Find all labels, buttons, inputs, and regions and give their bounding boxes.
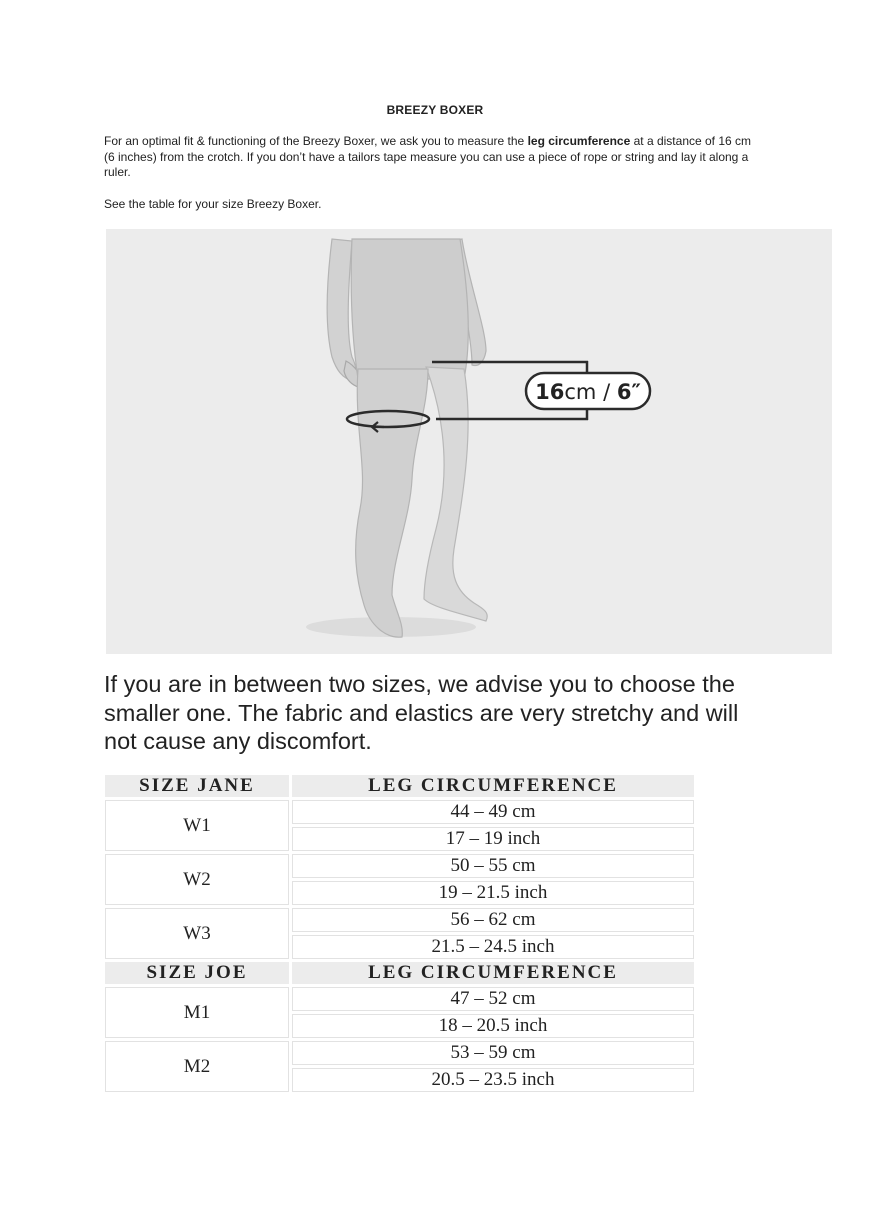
cm-cell: 44 – 49 cm xyxy=(292,800,694,824)
table-row xyxy=(105,908,694,932)
cm-cell: 56 – 62 cm xyxy=(292,908,694,932)
front-leg xyxy=(356,369,428,637)
document-title: BREEZY BOXER xyxy=(386,103,484,117)
hips xyxy=(351,239,468,379)
table-row xyxy=(105,987,694,1011)
leg-circumference-header: LEG CIRCUMFERENCE xyxy=(292,775,694,797)
table-row xyxy=(105,800,694,824)
cm-cell: 47 – 52 cm xyxy=(292,987,694,1011)
inch-cell: 19 – 21.5 inch xyxy=(292,881,694,905)
size-cell: W1 xyxy=(105,800,289,851)
size-cell: M1 xyxy=(105,987,289,1038)
intro-paragraph xyxy=(104,134,764,181)
size-joe-header: SIZE JOE xyxy=(105,962,289,984)
size-table xyxy=(102,772,697,1095)
table-row xyxy=(105,854,694,878)
table-row xyxy=(105,1041,694,1065)
sizing-advice: If you are in between two sizes, we advise you to choose the smaller one. The fabric and elastics are very stretchy and will not cause any discomfort. xyxy=(104,671,739,754)
back-leg xyxy=(424,367,487,621)
intro-text-start: For an optimal fit & functioning of the Breezy Boxer, we ask you to measure the xyxy=(104,134,528,148)
leg-measurement-illustration xyxy=(106,229,832,654)
table-header-row xyxy=(105,962,694,984)
inch-cell: 17 – 19 inch xyxy=(292,827,694,851)
intro-text-end: at a distance of 16 cm (6 inches) from the crotch. If you don’t have a tailors tape measure you can use a piece of rope or string and lay it along a ruler. xyxy=(104,134,752,179)
leg-figure-graphic xyxy=(106,229,832,654)
cm-cell: 53 – 59 cm xyxy=(292,1041,694,1065)
size-jane-header: SIZE JANE xyxy=(105,775,289,797)
cm-cell: 50 – 55 cm xyxy=(292,854,694,878)
leg-circumference-header: LEG CIRCUMFERENCE xyxy=(292,962,694,984)
size-cell: W2 xyxy=(105,854,289,905)
table-header-row xyxy=(105,775,694,797)
inch-cell: 20.5 – 23.5 inch xyxy=(292,1068,694,1092)
intro-emphasis: leg circumference xyxy=(527,134,631,148)
measurement-label xyxy=(535,380,641,404)
inch-cell: 21.5 – 24.5 inch xyxy=(292,935,694,959)
see-table-note: See the table for your size Breezy Boxer. xyxy=(104,197,322,211)
size-cell: M2 xyxy=(105,1041,289,1092)
size-cell: W3 xyxy=(105,908,289,959)
measure-inch: 6″ xyxy=(616,380,641,404)
inch-cell: 18 – 20.5 inch xyxy=(292,1014,694,1038)
measure-value: 16 xyxy=(535,380,565,404)
measure-unit: cm / xyxy=(564,380,617,404)
